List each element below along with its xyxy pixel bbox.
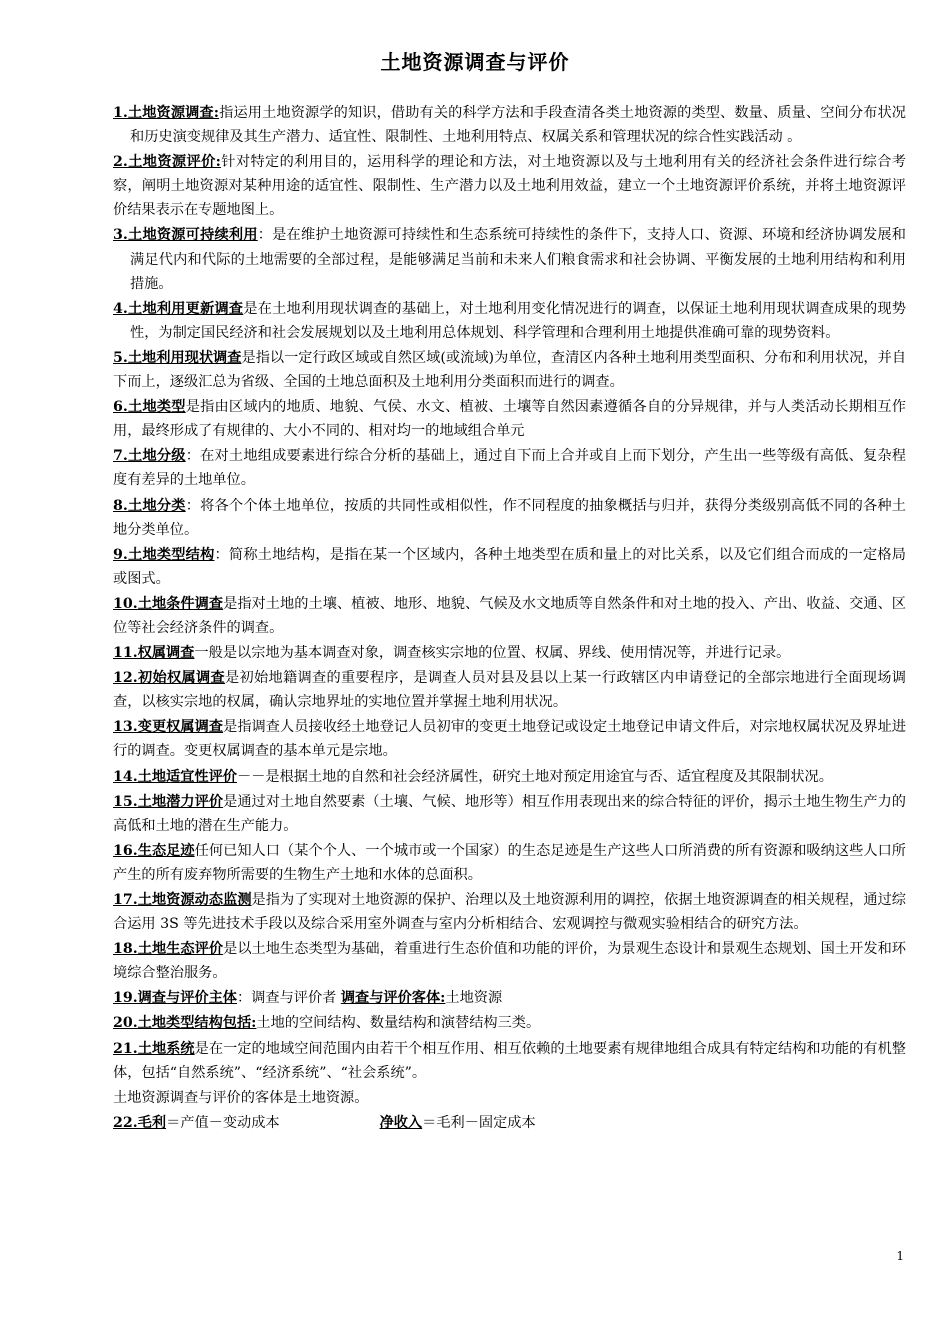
definition-text: 土地的空间结构、数量结构和演替结构三类。 [256,1015,541,1032]
definition-text: 针对特定的利用目的，运用科学的理论和方法，对土地资源以及与土地利用有关的经济社会条件进行综合考察，阐明土地资源对某种用途的适宜性、限制性、生产潜力以及土地利用效益，建立一个土地资源评价系统，并将土地资源评价结果表示在专题地图上。 [113,154,906,219]
term: 15.土地潜力评价 [113,793,224,810]
definition-entry [113,790,906,838]
term: 13.变更权属调查 [113,719,224,736]
definition-entry-22 [113,1111,906,1135]
term: 17.土地资源动态监测 [113,892,252,908]
term: 19.调查与评价主体 [113,990,237,1007]
definition-text: 指运用土地资源学的知识，借助有关的科学方法和手段查清各类土地资源的类型、数量、质量、空间分布状况和历史演变规律及其生产潜力、适宜性、限制性、土地利用特点、权属关系和管理状况的综合性实践活动 。 [130,105,906,146]
term: 调查与评价客体: [340,990,446,1007]
definition-entry [113,592,906,640]
definitions-list [113,101,906,1136]
definition-entry-21 [113,1037,906,1085]
term: 20.土地类型结构包括: [113,1015,257,1032]
definition-text: ：调查与评价者 [237,990,341,1007]
term: 9.土地类型结构 [113,546,215,563]
term: 16.生态足迹 [113,842,195,859]
definition-text: ＝毛利－固定成本 [422,1114,536,1131]
term: 22.毛利 [113,1114,167,1131]
plain-statement: 土地资源调查与评价的客体是土地资源。 [113,1089,369,1106]
definition-text: 是在一定的地域空间范围内由若干个相互作用、相互依赖的土地要素有规律地组合成具有特定结构和功能的有机整体，包括“自然系统”、“经济系统”、“社会系统”。 [113,1040,906,1081]
page-number: 1 [896,1249,904,1263]
definition-text: 任何已知人口（某个个人、一个城市或一个国家）的生态足迹是生产这些人口所消费的所有资源和吸纳这些人口所产生的所有废弃物所需要的生物生产土地和水体的总面积。 [113,842,906,883]
definition-entry [113,765,906,789]
definition-text: 是指由区域内的地质、地貌、气侯、水文、植被、土壤等自然因素遵循各自的分异规律，并与人类活动长期相互作用，最终形成了有规律的、大小不同的、相对均一的地域组合单元 [113,399,906,440]
definition-text: ：在对土地组成要素进行综合分析的基础上，通过自下而上合并或自上而下划分，产生出一些等级有高低、复杂程度有差异的土地单位。 [113,448,906,489]
term: 10.土地条件调查 [113,595,224,612]
definition-text: 土地资源 [445,990,503,1007]
page-title: 土地资源调查与评价 [380,50,570,74]
term: 1.土地资源调查: [113,105,220,121]
definition-entry-20 [113,1011,906,1035]
term: 4.土地利用更新调查 [113,300,244,317]
definition-text: ：简称土地结构，是指在某一个区域内，各种土地类型在质和量上的对比关系，以及它们组合而成的一定格局或图式。 [113,546,906,587]
definition-entry [113,494,906,542]
definition-entry [113,395,906,443]
definition-entry [113,937,906,985]
definition-entry [113,346,906,394]
term: 11.权属调查 [113,645,195,662]
term: 21.土地系统 [113,1040,195,1057]
definition-text: ＝产值－变动成本 [166,1114,280,1131]
term: 7.土地分级 [113,448,186,465]
definition-entry [113,715,906,763]
definition-text: 是以土地生态类型为基础，着重进行生态价值和功能的评价，为景观生态设计和景观生态规划、国土开发和环境综合整治服务。 [113,941,906,982]
definition-text: 是在土地利用现状调查的基础上，对土地利用变化情况进行的调查，以保证土地利用现状调查成果的现势性，为制定国民经济和社会发展规划以及土地利用总体规划、科学管理和合理利用土地提供准确可靠的现势资料。 [130,300,906,341]
definition-entry [113,543,906,591]
term: 14.土地适宜性评价 [113,768,237,785]
definition-text: 是初始地籍调查的重要程序，是调查人员对县及县以上某一行政辖区内申请登记的全部宗地进行全面现场调查，以核实宗地的权属，确认宗地界址的实地位置并掌握土地利用状况。 [113,670,906,711]
definition-text: 是通过对土地自然要素（土壤、气候、地形等）相互作用表现出来的综合特征的评价，揭示土地生物生产力的高低和土地的潜在生产能力。 [113,793,906,834]
term: 12.初始权属调查 [113,670,225,687]
definition-entry-19 [113,986,906,1010]
definition-entry [113,223,906,295]
definition-text: －－是根据土地的自然和社会经济属性，研究土地对预定用途宜与否、适宜程度及其限制状况。 [237,768,833,785]
term: 18.土地生态评价 [113,941,224,958]
term: 8.土地分类 [113,497,186,514]
term: 3.土地资源可持续利用 [113,227,258,244]
term: 5.土地利用现状调查 [113,349,242,366]
definition-text: ：是在维护土地资源可持续性和生态系统可持续性的条件下，支持人口、资源、环境和经济协调发展和满足代内和代际的土地需要的全部过程，是能够满足当前和未来人们粮食需求和社会协调、平衡发展的土地利用结构和利用措施。 [130,227,906,292]
definition-text: 一般是以宗地为基本调查对象，调查核实宗地的位置、权属、界线、使用情况等，并进行记录。 [194,645,791,662]
definition-text: 是指以一定行政区域或自然区域(或流域)为单位，查清区内各种土地利用类型面积、分布和利用状况，并自下而上，逐级汇总为省级、全国的土地总面积及土地利用分类面积而进行的调查。 [113,349,907,391]
definition-text: 是指为了实现对土地资源的保护、治理以及土地资源利用的调控，依据土地资源调查的相关规程，通过综合运用 3S 等先进技术手段以及综合采用室外调查与室内分析相结合、宏观调控与微观实验相结合的研究方法。 [113,892,906,933]
definition-entry [113,297,906,345]
definition-entry [113,444,906,492]
definition-text: ：将各个个体土地单位，按质的共同性或相似性，作不同程度的抽象概括与归并，获得分类级别高低不同的各种土地分类单位。 [113,497,906,538]
definition-entry [113,641,906,665]
term: 2.土地资源评价: [113,154,221,171]
definition-entry [113,666,906,714]
definition-entry [113,839,906,887]
definition-text: 是指调查人员接收经土地登记人员初审的变更土地登记或设定土地登记申请文件后，对宗地权属状况及界址进行的调查。变更权属调查的基本单元是宗地。 [113,719,906,760]
definition-text: 是指对土地的土壤、植被、地形、地貌、气候及水文地质等自然条件和对土地的投入、产出、收益、交通、区位等社会经济条件的调查。 [113,595,906,636]
term: 净收入 [379,1114,423,1131]
definition-entry [113,888,906,936]
term: 6.土地类型 [113,399,186,416]
definition-entry [113,150,906,222]
definition-entry [113,101,906,149]
